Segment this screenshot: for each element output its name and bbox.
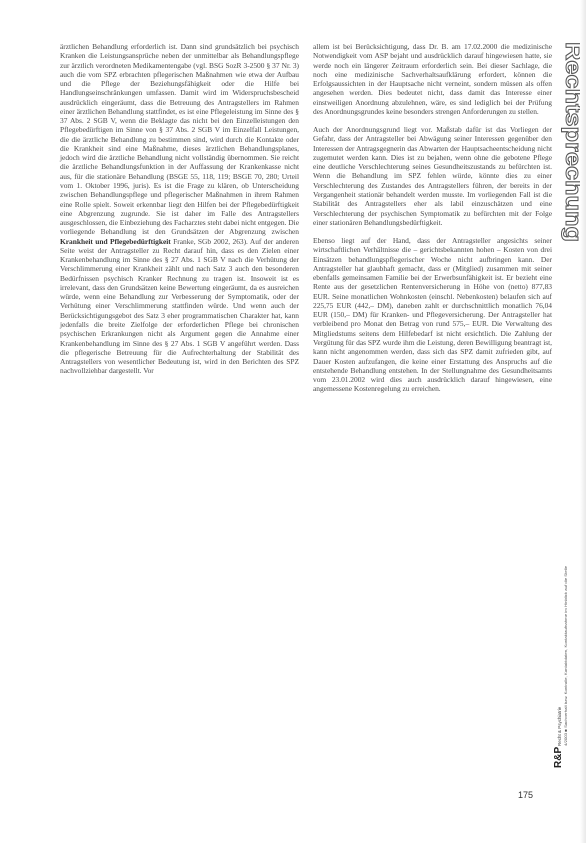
page-number: 175 [518,790,534,800]
paragraph: Auch der Anordnungsgrund liegt vor. Maßstab dafür ist das Vorliegen der Gefahr, dass der Antragsteller bei Abwägung seiner Interessen gegenüber den Interessen der Antragsgegnerin das Abwarten der Hauptsacheentscheidung nicht zugemutet werden kann. Dies ist zu bejahen, wenn ohne die gebotene Pflege eine deutliche Verschlechterung seines Gesundheitszustands zu befürchten ist. Wenn die Behandlung im SPZ fehlen würde, könnte dies zu einer Verschlechterung des Zustandes des Antragstellers führen, der bereits in der Vergangenheit stationär behandelt werden musste. Im vorliegenden Fall ist die Stabilität des Antragstellers eher als labil einzuschätzen und eine Verschlechterung der psychischen Symptomatik zu befürchten mit der Folge einer stationären Behandlungsbedürftigkeit. [313,125,552,227]
right-text-column [313,42,552,403]
footer-journal: Recht & Psychiatrie [557,706,562,746]
paragraph-text: ärztlichen Behandlung erforderlich ist. Dann sind grundsätzlich bei psychisch Kranken die Leistungsansprüche neben der unmittelbar als Behandlungspflege zur ärztlich verordneten Medikamentengabe (vgl. BSG SozR 3-2500 § 37 Nr. 3) auch die vom SPZ erbrachten pflegerischen Maßnahmen wie etwa der Aufbau und die Pflege der Beziehungsfähigkeit oder die Hilfe bei Handlungseinschränkungen umfassen. Damit wird im Widerspruchsbescheid ausdrücklich eingeräumt, dass die Betreuung des Antragstellers im Rahmen einer ärztlichen Behandlung stattfindet, es ist eine Pflegeleistung im Sinne des § 37 Abs. 2 SGB V, wenn die Beklagte das nicht bei den Einzelleistungen den Pflegebedürftigen im Sinne von § 37 Abs. 2 SGB V im Einzelfall Leistungen, die die ärztliche Behandlung zu bestimmen sind, wird durch die Kontakte oder die Krankheit sind eine Maßnahme, dieses ärztlichen Behandlungsplanes, jedoch wird die ärztliche Behandlung nicht vollständig übernommen. Sie reicht die ärztliche Behandlungsfunktion in der Auffassung der Krankenkasse nicht aus, für die stationäre Behandlung (BSGE 55, 118, 119; BSGE 70, 280; Urteil vom 1. Oktober 1996, juris). Es ist die Frage zu klären, ob Unterscheidung zwischen Behandlungspflege und pflegerischer Maßnahmen in ihrem Rahmen eine Rolle spielt. Soweit erkennbar liegt den Hilfen bei der Pflegebedürftigkeit eine Abgrenzung zugrunde. Sie ist daher im Falle des Antragstellers ausgeschlossen, die Einbeziehung des Facharztes steht dabei nicht entgegen. Die vorliegende Behandlung ist den Grundsätzen der Abgrenzung zwischen [60,42,299,237]
side-title-graphic [547,40,586,245]
paragraph-text: Franke, SGb 2002, 263). Auf der anderen Seite weist der Antragsteller zu Recht darauf hin, dass es den Zielen einer Krankenbehandlung im Sinne des § 27 Abs. 1 SGB V nach die Verhütung der Verschlimmerung einer Krankheit zählt und nach Satz 3 auch den besonderen Bedürfnissen psychisch Kranker Rechnung zu tragen ist. Insoweit ist es irrelevant, dass den Grundsätzen keine Bewertung eingeräumt, da es ausreichen würde, wenn eine Behandlung zur Verbesserung der Symptomatik, oder der Verhütung einer Verschlimmerung stattfinden würde. Und wenn auch der Berücksichtigungsgebot des Satz 3 eher programmatischen Charakter hat, kann jedenfalls die breite Zielfolge der erforderlichen Pflege bei chronischen psychischen Erkrankungen nicht als Argument gegen die Annahme einer Krankenbehandlung im Sinne des § 27 Abs. 1 SGB V angeführt werden. Dass die pflegerische Betreuung für die Aufrechterhaltung der Stabilität des Antragstellers von wesentlicher Bedeutung ist, wird in den Berichten des SPZ nachvollziehbar dargestellt. Vor [60,236,299,376]
paragraph: allem ist bei Berücksichtigung, dass Dr. B. am 17.02.2000 die medizinische Notwendigkeit vom ASP bejaht und ausdrücklich darauf hingewiesen hatte, sie werde noch ein längerer Zeitraum erforderlich sein. Bei dieser Sachlage, die noch eine medizinische Sachverhaltsaufklärung erfordert, können die Erfolgsaussichten in der Hauptsache nicht verneint, sondern müssen als offen angesehen werden. Dies bedeutet nicht, dass damit das Interesse einer einstweiligen Anordnung abzulehnen, wäre, es sind lediglich bei der Prüfung des Anordnungsgrundes keine besonders strengen Anforderungen zu stellen. [313,42,552,116]
left-text-column [60,42,299,385]
journal-side-footer [552,560,572,770]
footer-graphic [552,560,572,770]
section-side-title [547,40,586,245]
bold-phrase: Krankheit und Pflegebedürftigkeit [60,236,171,246]
paragraph: Ebenso liegt auf der Hand, dass der Antragsteller angesichts seiner wirtschaftlichen Verhältnisse die – gerichtsbekannten hohen – Kosten von drei Einsätzen behandlungspflegerischer Woche nicht aufbringen kann. Der Antragsteller hat glaubhaft gemacht, dass er (Mitglied) zusammen mit seiner ebenfalls gemeinsamen Familie bei der Erwerbsunfähigkeit ist. Er bezieht eine Rente aus der gesetzlichen Rentenversicherung in Höhe von (netto) 877,83 EUR. Seine monatlichen Wohnkosten (einschl. Nebenkosten) belaufen sich auf 225,75 EUR (442,– DM), daneben zahlt er durchschnittlich monatlich 76,04 EUR (150,– DM) für Kranken- und Pflegeversicherung. Der Antragsteller hat verbleibend pro Monat den Betrag von rund 575,– EUR. Die Verwaltung des Mitgliedstums seitens dem Hilfebedarf ist nicht ersichtlich. Die Zahlung der Vergütung für das SPZ wurde ihm die Leistung, deren Bewilligung beantragt ist, kann nicht angenommen werden, dass sich das SPZ damit zufrieden gibt, auf Dauer Kosten aufzufangen, die keine einer Erstattung des Anspruchs auf die entstehende Behandlung entstehen. In der Stellungnahme des Gesundheitsamts vom 23.01.2002 wird dies auch ausdrücklich darauf hingewiesen, eine angemessene Kostenregelung zu erreichen. [313,236,552,394]
side-title-text: Rechtsprechung [561,42,586,216]
footer-brand: R&P [553,746,564,768]
page-edge-shadow [580,0,586,843]
paragraph [60,42,299,376]
footer-issue: 4/2003 ■ Sachverhalt bzw. Kontrolle, Kontaktdaten, Kontaktaufnahme im Hinblick auf die Stelle [563,577,568,746]
